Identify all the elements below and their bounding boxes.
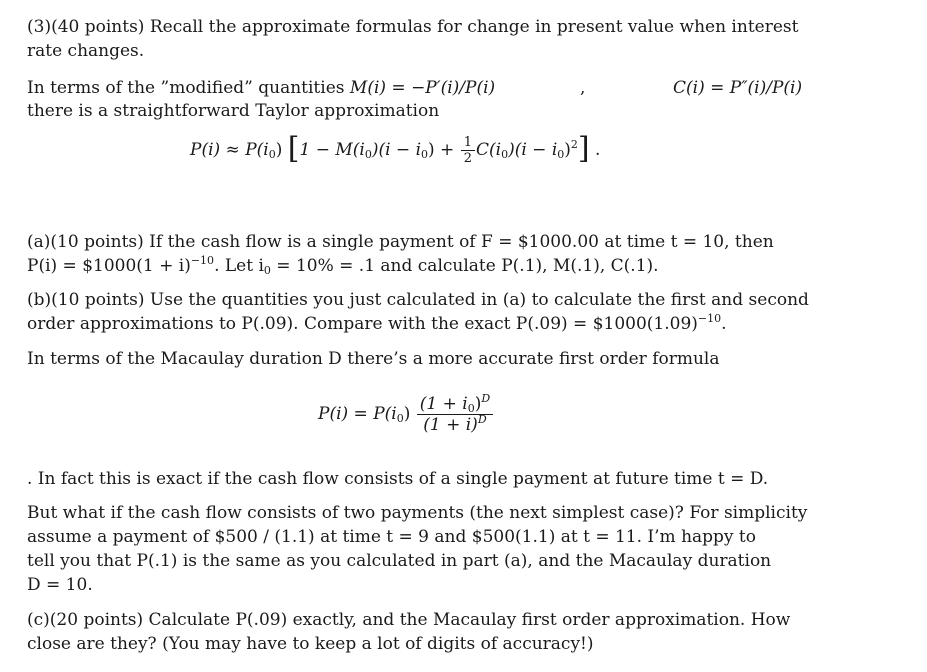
taylor-term2-sup: 2 bbox=[570, 138, 578, 151]
part-b-line-2 bbox=[27, 312, 817, 336]
taylor-term1-sub: 0 bbox=[364, 148, 372, 161]
macaulay-den-sup: D bbox=[477, 413, 487, 426]
macaulay-num-sub: 0 bbox=[467, 402, 475, 415]
macaulay-lhs-close: ) bbox=[403, 404, 411, 424]
part-a-exponent: −10 bbox=[190, 254, 215, 267]
part-a-i0-sub: 0 bbox=[263, 264, 271, 277]
part-a-calculate: = 10% = .1 and calculate P(.1), M(.1), C(.1). bbox=[270, 256, 659, 276]
definition-separator: , bbox=[580, 78, 586, 98]
taylor-term1-sub2: 0 bbox=[421, 148, 429, 161]
part-b-text: order approximations to P(.09). Compare with the exact P(.09) = $1000(1.09) bbox=[27, 314, 698, 334]
part-a-let: . Let i bbox=[214, 256, 264, 276]
macaulay-num-text: (1 + i bbox=[419, 394, 468, 414]
two-payments-line-4: D = 10. bbox=[27, 575, 93, 595]
m-definition: M(i) = −P′(i)/P(i) bbox=[349, 78, 496, 98]
part-b-exponent: −10 bbox=[697, 312, 722, 325]
one-half-denominator: 2 bbox=[463, 151, 472, 166]
intro-line-1: (3)(40 points) Recall the approximate formulas for change in present value when interest bbox=[27, 17, 799, 37]
part-c-line-1: (c)(20 points) Calculate P(.09) exactly, and the Macaulay first order approximation. How bbox=[27, 610, 791, 630]
taylor-end-period: . bbox=[595, 140, 601, 160]
taylor-term1-rest: )(i − i bbox=[371, 140, 422, 160]
taylor-term2-close: ) bbox=[564, 140, 571, 160]
macaulay-den-text: (1 + i) bbox=[423, 415, 478, 435]
two-payments-line-3: tell you that P(.1) is the same as you calculated in part (a), and the Macaulay duration bbox=[27, 551, 772, 571]
taylor-term1: 1 − M(i bbox=[299, 140, 365, 160]
macaulay-lhs: P(i) = P(i bbox=[318, 404, 397, 424]
part-b-period: . bbox=[721, 314, 727, 334]
taylor-intro-line: there is a straightforward Taylor approximation bbox=[27, 101, 440, 121]
one-half-numerator: 1 bbox=[461, 135, 475, 151]
taylor-lhs-sub: 0 bbox=[268, 148, 276, 161]
taylor-formula bbox=[190, 130, 601, 166]
macaulay-numerator bbox=[417, 394, 493, 415]
part-a-line-1: (a)(10 points) If the cash flow is a single payment of F = $1000.00 at time t = 10, then bbox=[27, 232, 774, 252]
taylor-lhs: P(i) ≈ P(i bbox=[190, 140, 269, 160]
part-c-line-2: close are they? (You may have to keep a lot of digits of accuracy!) bbox=[27, 634, 594, 654]
macaulay-intro: In terms of the Macaulay duration D there’s a more accurate first order formula bbox=[27, 349, 720, 369]
macaulay-fraction bbox=[417, 394, 493, 435]
part-a-line-2 bbox=[27, 254, 817, 278]
taylor-open-bracket: [ bbox=[287, 130, 300, 166]
macaulay-formula bbox=[318, 394, 494, 435]
one-half-fraction bbox=[461, 135, 475, 166]
part-b-line-1: (b)(10 points) Use the quantities you just calculated in (a) to calculate the first and second bbox=[27, 290, 809, 310]
modified-quantities-line bbox=[27, 76, 817, 100]
macaulay-num-close: ) bbox=[474, 394, 482, 414]
taylor-term2-rest: )(i − i bbox=[508, 140, 558, 160]
two-payments-line-1: But what if the cash flow consists of two payments (the next simplest case)? For simplicity bbox=[27, 503, 808, 523]
macaulay-denominator bbox=[417, 415, 493, 435]
taylor-term2-sub: 0 bbox=[501, 148, 509, 161]
taylor-close-bracket: ] bbox=[577, 130, 590, 166]
intro-line-2: rate changes. bbox=[27, 41, 145, 61]
macaulay-lhs-sub: 0 bbox=[396, 412, 404, 425]
part-a-formula: P(i) = $1000(1 + i) bbox=[27, 256, 191, 276]
taylor-lhs-close: ) bbox=[275, 140, 283, 160]
taylor-term2: C(i bbox=[475, 140, 502, 160]
c-definition: C(i) = P″(i)/P(i) bbox=[673, 78, 803, 98]
taylor-term1-close: ) + bbox=[428, 140, 455, 160]
modified-lead-text: In terms of the ”modified” quantities bbox=[27, 78, 345, 98]
exact-note: . In fact this is exact if the cash flow consists of a single payment at future time t = D. bbox=[27, 469, 769, 489]
taylor-term2-sub2: 0 bbox=[557, 148, 565, 161]
macaulay-num-sup: D bbox=[481, 392, 491, 405]
two-payments-line-2: assume a payment of $500 / (1.1) at time t = 9 and $500(1.1) at t = 11. I’m happy to bbox=[27, 527, 756, 547]
